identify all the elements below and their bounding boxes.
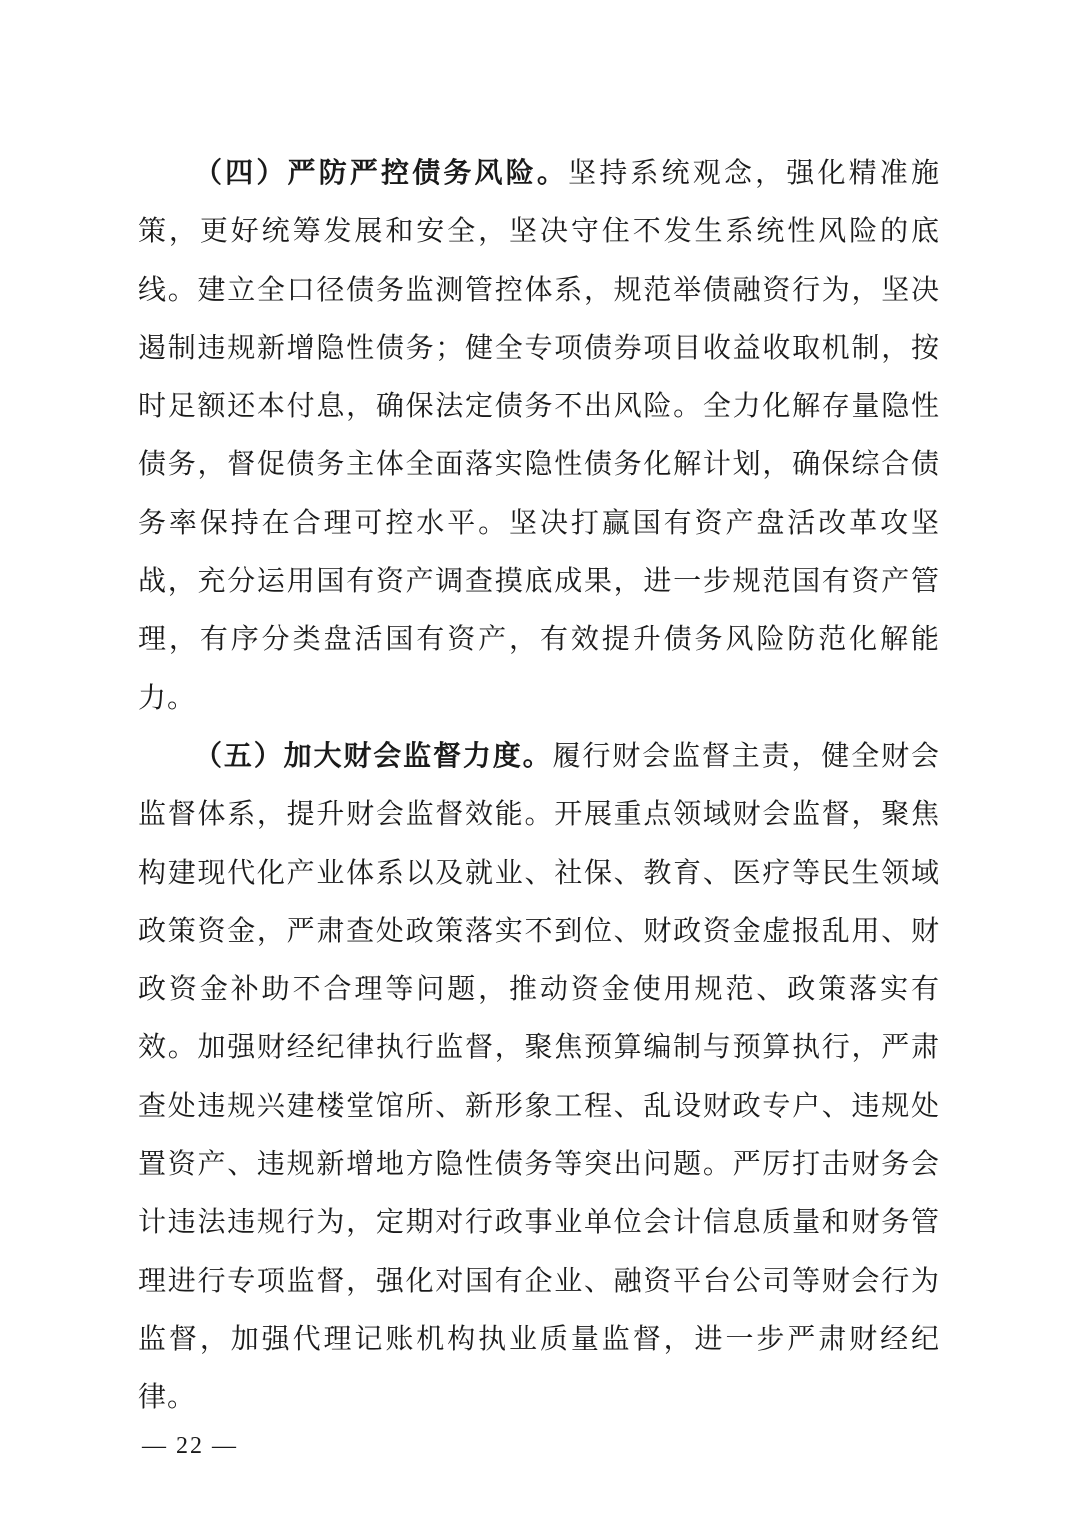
page-number: — 22 — [142,1433,238,1459]
paragraph-text: 履行财会监督主责，健全财会监督体系，提升财会监督效能。开展重点领域财会监督，聚焦构建现代化产业体系以及就业、社保、教育、医疗等民生领域政策资金，严肃查处政策落实不到位、财政资金虚报乱用、财政资金补助不合理等问题，推动资金使用规范、政策落实有效。加强财经纪律执行监督，聚焦预算编制与预算执行，严肃查处违规兴建楼堂馆所、新形象工程、乱设财政专户、违规处置资产、违规新增地方隐性债务等突出问题。严厉打击财务会计违法违规行为，定期对行政事业单位会计信息质量和财务管理进行专项监督，强化对国有企业、融资平台公司等财会行为监督，加强代理记账机构执业质量监督，进一步严肃财经纪律。 [138,738,940,1414]
paragraph-heading: （四）严防严控债务风险。 [194,156,569,189]
paragraph-debt-risk [138,144,940,727]
paragraph-heading: （五）加大财会监督力度。 [194,738,553,772]
paragraph-financial-supervision [138,727,940,1427]
document-body [138,144,940,1427]
paragraph-text: 坚持系统观念，强化精准施策，更好统筹发展和安全，坚决守住不发生系统性风险的底线。建立全口径债务监测管控体系，规范举债融资行为，坚决遏制违规新增隐性债务；健全专项债券项目收益收取机制，按时足额还本付息，确保法定债务不出风险。全力化解存量隐性债务，督促债务主体全面落实隐性债务化解计划，确保综合债务率保持在合理可控水平。坚决打赢国有资产盘活改革攻坚战，充分运用国有资产调查摸底成果，进一步规范国有资产管理，有序分类盘活国有资产，有效提升债务风险防范化解能力。 [138,156,940,714]
